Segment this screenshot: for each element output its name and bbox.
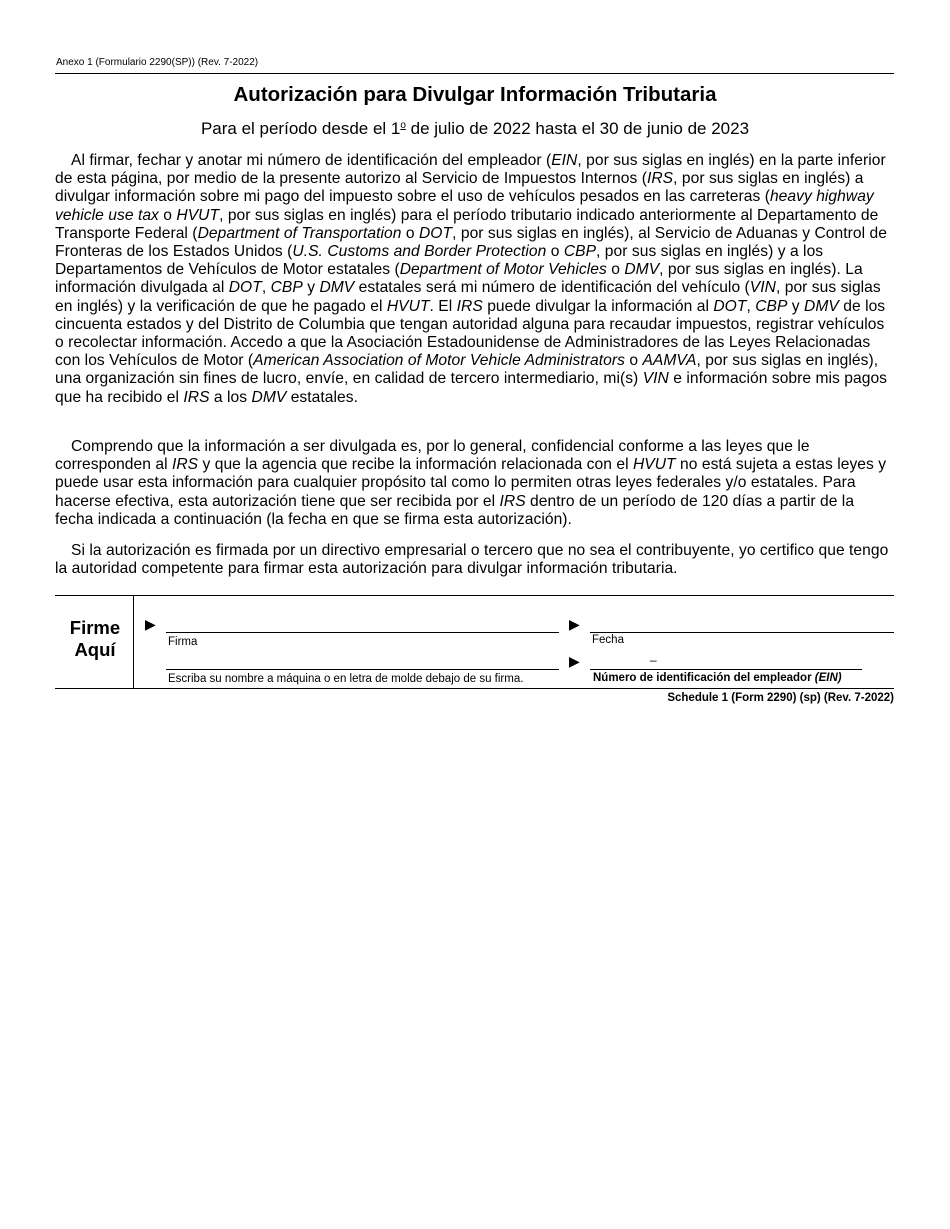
sign-here-line-2: Aquí <box>74 639 116 660</box>
italic-term: VIN <box>749 279 776 297</box>
text-run: estatales. <box>286 388 358 406</box>
text-run: Si la autorización es firmada por un directivo empresarial o tercero que no sea el contribuyente, yo certifico que tengo la autoridad competente para firmar esta autorización para divulgar información tributaria. <box>55 542 889 578</box>
italic-term: DMV <box>319 279 355 297</box>
authorization-paragraph-2 <box>55 438 895 529</box>
text-run: Al firmar, fechar y anotar mi número de identificación del empleador ( <box>71 152 552 169</box>
text-run: no está sujeta a estas leyes y puede usar esta información para cualquier propósito tal como lo permiten otras leyes federales y/o estatales. Para hacerse efectiva, esta autorización tiene que ser recibida por el <box>55 456 887 510</box>
text-run: , por sus siglas en inglés) a divulgar información sobre mi pago del impuesto sobre el uso de vehículos pesados en las carreteras ( <box>55 170 864 206</box>
italic-term: IRS <box>183 388 210 406</box>
signature-arrow-icon: ▶ <box>145 616 156 632</box>
date-field[interactable] <box>590 632 894 633</box>
italic-term: IRS <box>171 456 199 474</box>
text-run: e información sobre mis pagos que ha recibido el <box>55 370 888 406</box>
italic-term: Department of Motor Vehicles <box>399 261 607 279</box>
authorization-paragraph-1 <box>55 152 895 407</box>
text-run: y <box>302 279 320 297</box>
italic-term: U.S. Customs and Border Protection <box>292 243 547 261</box>
text-run: estatales será mi número de identificación del vehículo ( <box>354 279 750 297</box>
text-run: a los <box>209 388 252 406</box>
italic-term: CBP <box>270 279 303 297</box>
italic-term: IRS <box>646 170 674 188</box>
text-run: . El <box>429 297 457 315</box>
text-run: o <box>606 261 625 279</box>
italic-term: HVUT <box>632 456 676 474</box>
date-arrow-icon: ▶ <box>569 616 580 632</box>
italic-term: DOT <box>713 297 747 315</box>
printed-name-field[interactable] <box>166 669 559 670</box>
italic-term: HVUT <box>386 297 430 315</box>
text-run: puede divulgar la información al <box>482 297 714 315</box>
text-run: o <box>624 352 643 370</box>
text-run: , por sus siglas en inglés) y la verificación de que he pagado el <box>55 279 881 315</box>
period-prefix: Para el período desde el 1 <box>200 119 401 138</box>
text-run: , <box>261 279 271 297</box>
ein-arrow-icon: ▶ <box>569 653 580 669</box>
text-run: , por sus siglas en inglés), una organización sin fines de lucro, envíe, en calidad de tercero intermediario, mi(s) <box>55 352 879 388</box>
italic-term: DOT <box>228 279 262 297</box>
ein-dash: – <box>650 653 657 667</box>
italic-term: IRS <box>456 297 483 315</box>
italic-term: DMV <box>624 261 660 279</box>
text-run: y que la agencia que recibe la información relacionada con el <box>198 456 633 474</box>
signature-field[interactable] <box>166 632 559 633</box>
signature-block-top-rule <box>55 595 894 596</box>
italic-term: Department of Transportation <box>197 224 402 242</box>
ein-label-text: Número de identificación del empleador <box>593 672 812 684</box>
text-run: , por sus siglas en inglés) en la parte inferior de esta página, por medio de la presente autorizo al Servicio de Impuestos Internos ( <box>55 152 886 188</box>
period-suffix: de julio de 2022 hasta el 30 de junio de 2023 <box>405 119 750 138</box>
sign-here-label <box>55 617 135 661</box>
italic-term: IRS <box>499 492 526 510</box>
text-run: , por sus siglas en inglés) y a los Departamentos de Vehículos de Motor estatales ( <box>55 243 824 279</box>
italic-term: HVUT <box>176 206 220 224</box>
ein-label-abbr: (EIN) <box>814 672 842 684</box>
page-title: Autorización para Divulgar Información Tributaria <box>233 83 717 106</box>
text-run: o <box>546 243 564 261</box>
authorization-paragraph-3 <box>55 542 895 578</box>
signature-block-bottom-rule <box>55 688 894 689</box>
printed-name-label: Escriba su nombre a máquina o en letra de molde debajo de su firma. <box>168 673 524 685</box>
form-id-footer: Schedule 1 (Form 2290) (sp) (Rev. 7-2022) <box>667 692 894 704</box>
form-id-header: Anexo 1 (Formulario 2290(SP)) (Rev. 7-2022) <box>56 57 259 68</box>
date-label: Fecha <box>592 634 624 646</box>
text-run: dentro de un período de 120 días a partir de la fecha indicada a continuación (la fecha en que se firma esta autorización). <box>55 492 855 528</box>
text-run: o <box>158 206 177 224</box>
italic-term: CBP <box>755 297 788 315</box>
text-run: , por sus siglas en inglés). La información divulgada al <box>55 261 863 297</box>
signature-label: Firma <box>168 636 198 648</box>
period-subtitle <box>55 119 895 139</box>
text-run: o <box>401 224 419 242</box>
italic-term: American Association of Motor Vehicle Administrators <box>253 352 625 370</box>
italic-term: DMV <box>251 388 287 406</box>
text-run: de los cincuenta estados y del Distrito de Columbia que tengan autoridad alguna para recaudar impuestos, registrar vehículos o recolectar información. Accedo a que la Asociación Estadounidense de Administradores de las Leyes Relacionadas con los Vehículos de Motor ( <box>55 297 886 370</box>
italic-term: heavy highway vehicle use tax <box>55 188 874 224</box>
italic-term: EIN <box>551 152 578 169</box>
top-rule <box>55 73 894 74</box>
sign-here-line-1: Firme <box>69 617 121 638</box>
text-run: , <box>746 297 756 315</box>
period-ordinal: o <box>400 120 406 131</box>
ein-field[interactable] <box>590 669 862 670</box>
text-run: Comprendo que la información a ser divulgada es, por lo general, confidencial conforme a las leyes que le corresponden al <box>55 438 810 474</box>
text-run: , por sus siglas en inglés), al Servicio de Aduanas y Control de Fronteras de los Estados Unidos ( <box>55 224 887 261</box>
italic-term: VIN <box>642 370 669 388</box>
italic-term: AAMVA <box>642 352 697 370</box>
text-run: y <box>787 297 805 315</box>
text-run: , por sus siglas en inglés) para el período tributario indicado anteriormente al Departamento de Transporte Federal ( <box>55 206 879 242</box>
ein-label <box>593 672 842 684</box>
italic-term: DMV <box>804 297 839 315</box>
italic-term: CBP <box>563 243 597 261</box>
italic-term: DOT <box>419 224 453 242</box>
